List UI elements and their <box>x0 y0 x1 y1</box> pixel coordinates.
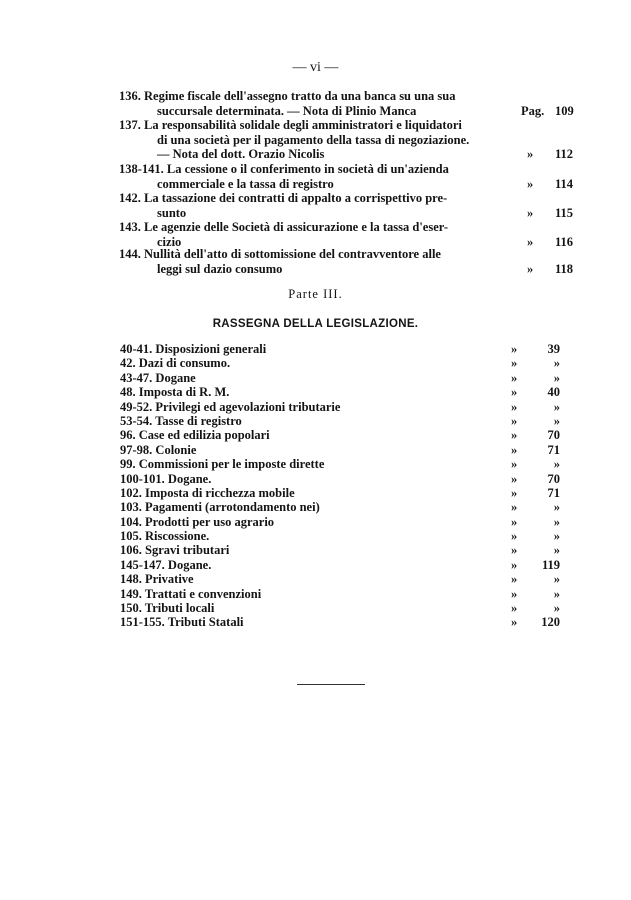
legislation-page: » <box>553 457 560 472</box>
legislation-ref-mark: » <box>511 601 518 616</box>
legislation-page: » <box>553 370 560 385</box>
index-entry <box>119 191 574 220</box>
page-ref: 109 <box>555 103 574 118</box>
legislation-row <box>120 472 560 486</box>
legislation-page: » <box>553 500 560 515</box>
page-ref-mark: » <box>527 234 534 249</box>
index-entry <box>119 162 574 191</box>
legislation-number: 150. <box>120 601 142 616</box>
entry-line: cizio <box>157 234 182 249</box>
page-ref: 116 <box>555 234 574 249</box>
entry-line: 142. La tassazione dei contratti di appalto a corrispettivo pre- <box>119 191 448 205</box>
legislation-number: 53-54. <box>120 413 153 428</box>
entry-line: 137. La responsabilità solidale degli amministratori e liquidatori <box>119 118 462 132</box>
legislation-number: 42. <box>120 356 136 371</box>
legislation-row <box>120 615 560 629</box>
index-entry <box>119 89 574 118</box>
legislation-number: 48. <box>120 385 136 400</box>
legislation-title: Sgravi tributari <box>145 543 230 558</box>
index-entry <box>119 118 574 162</box>
entry-line: di una società per il pagamento della tassa di negoziazione. <box>157 132 470 147</box>
legislation-row <box>120 457 560 471</box>
closing-rule <box>297 684 365 685</box>
legislation-row <box>120 558 560 572</box>
legislation-row <box>120 515 560 529</box>
legislation-page: 39 <box>547 342 560 356</box>
legislation-title: Dogane <box>155 370 196 385</box>
legislation-title: Dazi di consumo. <box>138 356 231 371</box>
entry-line: 136. Regime fiscale dell'assegno tratto da una banca su una sua <box>119 89 456 103</box>
legislation-row <box>120 601 560 615</box>
legislation-title: Tributi locali <box>144 601 215 616</box>
legislation-page: » <box>553 399 560 414</box>
legislation-page: 70 <box>547 428 560 443</box>
legislation-ref-mark: » <box>511 572 518 587</box>
legislation-row <box>120 414 560 428</box>
page-ref-mark: » <box>527 205 534 220</box>
legislation-ref-mark: » <box>511 413 518 428</box>
legislation-title: Disposizioni generali <box>155 342 267 356</box>
legislation-row <box>120 543 560 557</box>
legislation-ref-mark: » <box>511 543 518 558</box>
legislation-title: Riscossione. <box>145 529 210 544</box>
legislation-title: Dogane. <box>167 471 212 486</box>
legislation-number: 103. <box>120 500 142 515</box>
legislation-ref-mark: » <box>511 356 518 371</box>
legislation-number: 151-155. <box>120 615 165 630</box>
legislation-title: Pagamenti (arrotondamento nei) <box>145 500 320 515</box>
legislation-title: Imposta di R. M. <box>138 385 230 400</box>
page-ref: 112 <box>555 147 574 161</box>
entry-line: 138-141. La cessione o il conferimento in società di un'azienda <box>119 162 449 176</box>
legislation-number: 40-41. <box>120 342 153 356</box>
legislation-row <box>120 587 560 601</box>
legislation-row <box>120 500 560 514</box>
legislation-row <box>120 385 560 399</box>
legislation-title: Case ed edilizia popolari <box>138 428 270 443</box>
legislation-number: 104. <box>120 514 142 529</box>
legislation-title: Tasse di registro <box>155 413 242 428</box>
legislation-number: 148. <box>120 572 142 587</box>
legislation-page: » <box>553 601 560 616</box>
page-ref-mark: » <box>527 147 534 161</box>
entry-line: — Nota del dott. Orazio Nicolis <box>157 147 325 161</box>
legislation-number: 102. <box>120 485 142 500</box>
legislation-title: Commissioni per le imposte dirette <box>138 457 325 472</box>
entry-line: sunto <box>157 205 187 220</box>
legislation-title: Tributi Statali <box>167 615 244 630</box>
legislation-number: 100-101. <box>120 471 165 486</box>
legislation-row <box>120 428 560 442</box>
legislation-number: 97-98. <box>120 442 153 457</box>
legislation-row <box>120 342 560 356</box>
legislation-row <box>120 443 560 457</box>
legislation-title: Prodotti per uso agrario <box>145 514 275 529</box>
legislation-number: 99. <box>120 457 136 472</box>
part-title: Parte III. <box>288 287 343 301</box>
legislation-ref-mark: » <box>511 399 518 414</box>
legislation-ref-mark: » <box>511 514 518 529</box>
legislation-ref-mark: » <box>511 342 518 356</box>
legislation-number: 96. <box>120 428 136 443</box>
legislation-row <box>120 572 560 586</box>
legislation-title: Privative <box>145 572 194 587</box>
legislation-page: 71 <box>547 442 560 457</box>
legislation-row <box>120 529 560 543</box>
legislation-number: 106. <box>120 543 142 558</box>
legislation-page: 120 <box>541 615 560 630</box>
legislation-page: » <box>553 529 560 544</box>
legislation-title: Privilegi ed agevolazioni tributarie <box>155 399 341 414</box>
legislation-ref-mark: » <box>511 529 518 544</box>
page-ref-mark: » <box>527 261 534 276</box>
legislation-list <box>120 342 560 630</box>
legislation-title: Colonie <box>155 442 197 457</box>
legislation-page: » <box>553 543 560 558</box>
legislation-ref-mark: » <box>511 500 518 515</box>
legislation-ref-mark: » <box>511 370 518 385</box>
legislation-title: Imposta di ricchezza mobile <box>145 485 295 500</box>
legislation-ref-mark: » <box>511 485 518 500</box>
entry-line: 144. Nullità dell'atto di sottomissione del contravventore alle <box>119 247 441 261</box>
legislation-title: Dogane. <box>167 557 212 572</box>
page-ref-mark: Pag. <box>521 103 545 118</box>
legislation-page: 119 <box>541 557 560 572</box>
page-ref-mark: » <box>527 176 534 191</box>
legislation-number: 149. <box>120 586 142 601</box>
page-ref: 118 <box>555 261 574 276</box>
legislation-number: 105. <box>120 529 142 544</box>
legislation-ref-mark: » <box>511 557 518 572</box>
legislation-ref-mark: » <box>511 457 518 472</box>
legislation-page: » <box>553 514 560 529</box>
index-entry <box>119 220 574 249</box>
legislation-row <box>120 486 560 500</box>
entry-line: 143. Le agenzie delle Società di assicurazione e la tassa d'eser- <box>119 220 448 234</box>
legislation-page: » <box>553 572 560 587</box>
legislation-row <box>120 400 560 414</box>
page-ref: 114 <box>555 176 574 191</box>
legislation-ref-mark: » <box>511 615 518 630</box>
legislation-number: 43-47. <box>120 370 153 385</box>
legislation-ref-mark: » <box>511 428 518 443</box>
entry-line: commerciale e la tassa di registro <box>157 176 334 191</box>
index-entry <box>119 247 574 276</box>
legislation-row <box>120 371 560 385</box>
legislation-page: » <box>553 413 560 428</box>
entry-line: leggi sul dazio consumo <box>157 261 283 276</box>
legislation-ref-mark: » <box>511 586 518 601</box>
legislation-page: » <box>553 356 560 371</box>
page-ref: 115 <box>555 205 574 220</box>
legislation-page: 71 <box>547 485 560 500</box>
legislation-number: 49-52. <box>120 399 153 414</box>
legislation-page: 40 <box>547 385 560 400</box>
legislation-ref-mark: » <box>511 442 518 457</box>
page-number: — vi — <box>292 60 339 75</box>
legislation-title: Trattati e convenzioni <box>144 586 262 601</box>
legislation-number: 145-147. <box>120 557 165 572</box>
legislation-ref-mark: » <box>511 385 518 400</box>
section-title: RASSEGNA DELLA LEGISLAZIONE. <box>212 318 419 330</box>
legislation-ref-mark: » <box>511 471 518 486</box>
legislation-page: » <box>553 586 560 601</box>
legislation-page: 70 <box>547 471 560 486</box>
entry-line: succursale determinata. — Nota di Plinio Manca <box>157 103 417 118</box>
legislation-row <box>120 356 560 370</box>
